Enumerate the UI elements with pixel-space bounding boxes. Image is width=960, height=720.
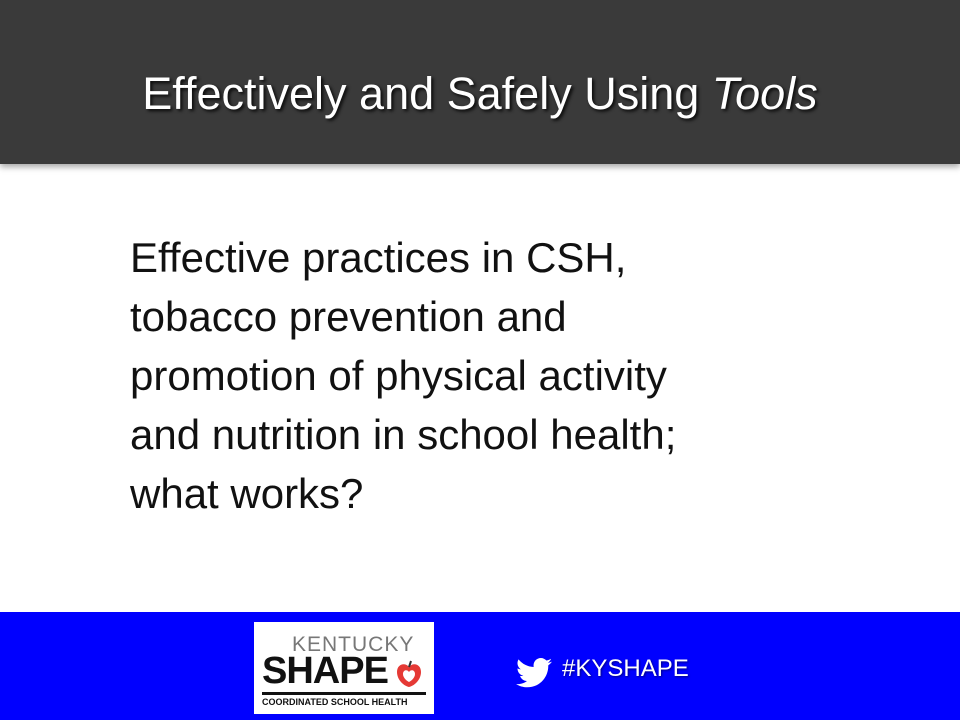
body-line: Effective practices in CSH,: [130, 234, 627, 281]
footer-bar: [0, 612, 960, 720]
twitter-bird-icon: [516, 658, 552, 688]
body-text: [130, 228, 870, 523]
title-bar: [0, 0, 960, 164]
hashtag-text: #KYSHAPE: [562, 655, 689, 682]
logo-subtitle: COORDINATED SCHOOL HEALTH: [262, 697, 408, 707]
body-line: tobacco prevention and: [130, 293, 567, 340]
kentucky-shape-logo: [254, 622, 434, 714]
slide-title: [0, 64, 960, 124]
logo-divider: [262, 692, 426, 695]
apple-heart-icon: [394, 659, 424, 689]
body-line: and nutrition in school health;: [130, 411, 677, 458]
body-line: promotion of physical activity: [130, 352, 667, 399]
title-emphasis: Tools: [711, 68, 818, 119]
logo-kentucky-text: KENTUCKY: [292, 633, 415, 656]
logo-shape-text: SHAPE: [262, 650, 388, 692]
body-line: what works?: [130, 470, 364, 517]
title-main: Effectively and Safely Using: [142, 68, 712, 119]
